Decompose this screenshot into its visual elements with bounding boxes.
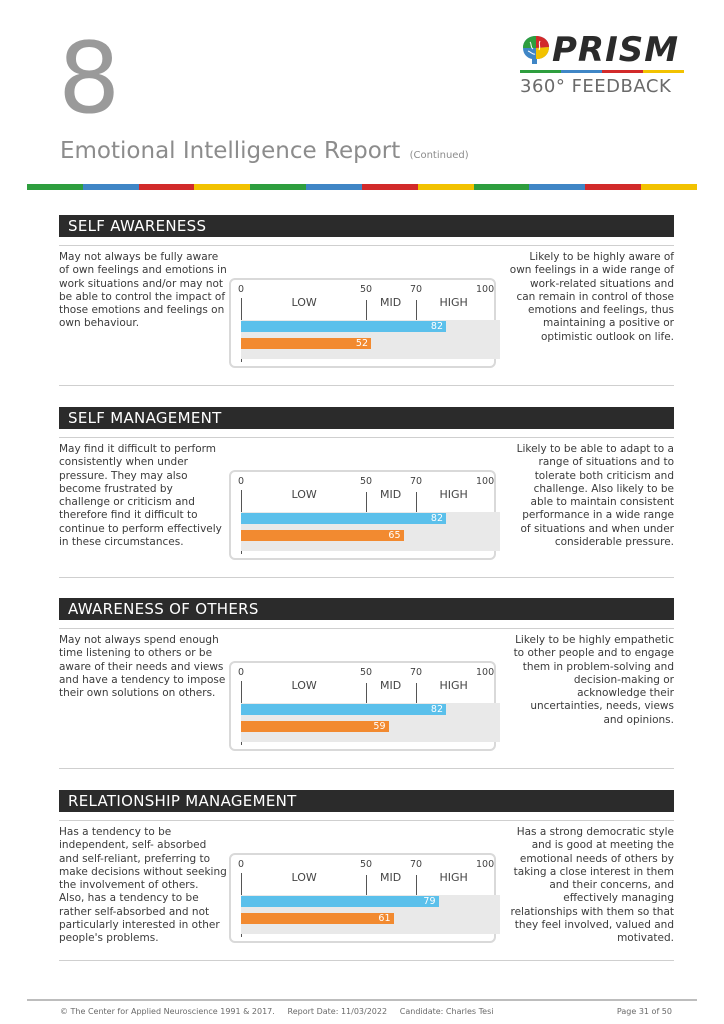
tick-100: 100: [476, 284, 495, 295]
report-title-continued: (Continued): [409, 150, 469, 161]
bar-orange-value: 52: [355, 338, 368, 349]
section: [59, 407, 674, 579]
section-title: AWARENESS OF OTHERS: [59, 598, 674, 620]
tick-0: 0: [238, 476, 245, 487]
section-bottom-rule: [59, 385, 674, 386]
score-chart: [229, 470, 496, 560]
band-high: HIGH: [439, 488, 468, 501]
tick-50: 50: [360, 859, 373, 870]
high-description: Has a strong democratic style and is good at meeting the emotional needs of others by taking a close interest in them and their concerns, and effectively managing relationships with them so that they feel involved, valued and motivated.: [510, 826, 674, 945]
divider-50: [366, 875, 367, 895]
section-top-rule: [59, 245, 674, 246]
section-bottom-rule: [59, 960, 674, 961]
tick-100: 100: [476, 476, 495, 487]
logo-subtitle: 360° FEEDBACK: [520, 76, 672, 97]
bar-orange: [241, 721, 389, 732]
tick-50: 50: [360, 476, 373, 487]
band-high: HIGH: [439, 679, 468, 692]
high-description: Likely to be highly aware of own feelings in a wide range of work-related situations and can remain in control of those emotions and feelings, thus maintaining a positive or optimistic outlook on life.: [509, 251, 674, 343]
divider-50: [366, 492, 367, 512]
score-chart: [229, 853, 496, 943]
report-title-text: Emotional Intelligence Report: [60, 138, 401, 164]
low-description: Has a tendency to be independent, self- absorbed and self-reliant, preferring to make decisions without seeking the involvement of others. Also, has a tendency to be rather self-absorbed and not particularly interested in other people's problems.: [59, 826, 227, 945]
prism-logo: [518, 30, 688, 100]
section: [59, 790, 674, 962]
tick-100: 100: [476, 667, 495, 678]
bar-blue: [241, 896, 439, 907]
bar-orange-value: 65: [388, 530, 401, 541]
section-title: RELATIONSHIP MANAGEMENT: [59, 790, 674, 812]
bar-orange: [241, 530, 404, 541]
divider-50: [366, 300, 367, 320]
divider-50: [366, 683, 367, 703]
footer-divider: [27, 999, 697, 1001]
bar-blue: [241, 513, 446, 524]
tick-50: 50: [360, 667, 373, 678]
section-bottom-rule: [59, 577, 674, 578]
tick-0: 0: [238, 667, 245, 678]
section-title: SELF AWARENESS: [59, 215, 674, 237]
score-chart: [229, 278, 496, 368]
low-description: May find it difficult to perform consistently when under pressure. They may also become frustrated by challenge or criticism and therefore find it difficult to continue to perform effectively in these circumstances.: [59, 443, 222, 549]
tick-50: 50: [360, 284, 373, 295]
band-low: LOW: [291, 488, 317, 501]
section-top-rule: [59, 628, 674, 629]
bar-orange: [241, 913, 394, 924]
logo-color-bar: [520, 70, 684, 73]
band-mid: MID: [380, 296, 402, 309]
band-mid: MID: [380, 871, 402, 884]
section-top-rule: [59, 437, 674, 438]
band-high: HIGH: [439, 871, 468, 884]
band-mid: MID: [380, 488, 402, 501]
band-low: LOW: [291, 679, 317, 692]
brain-icon: [520, 33, 552, 67]
bar-blue: [241, 321, 446, 332]
bar-blue: [241, 704, 446, 715]
tick-70: 70: [410, 476, 423, 487]
low-description: May not always spend enough time listening to others or be aware of their needs and views and have a tendency to impose their own solutions on others.: [59, 634, 226, 700]
color-stripe: [27, 184, 697, 190]
footer-copyright: © The Center for Applied Neuroscience 1991 & 2017.: [60, 1007, 275, 1016]
logo-brand: PRISM: [552, 30, 680, 70]
band-mid: MID: [380, 679, 402, 692]
divider-70: [416, 492, 417, 512]
section-bottom-rule: [59, 768, 674, 769]
band-low: LOW: [291, 296, 317, 309]
footer-page-number: Page 31 of 50: [616, 1007, 672, 1016]
footer-candidate: Candidate: Charles Tesi: [399, 1007, 494, 1016]
tick-70: 70: [410, 859, 423, 870]
tick-0: 0: [238, 284, 245, 295]
tick-70: 70: [410, 284, 423, 295]
section-top-rule: [59, 820, 674, 821]
bar-orange-value: 59: [373, 721, 386, 732]
bar-orange: [241, 338, 371, 349]
section: [59, 215, 674, 387]
tick-100: 100: [476, 859, 495, 870]
footer: [60, 1007, 672, 1016]
tick-70: 70: [410, 667, 423, 678]
tick-0: 0: [238, 859, 245, 870]
section: [59, 598, 674, 770]
divider-70: [416, 683, 417, 703]
section-title: SELF MANAGEMENT: [59, 407, 674, 429]
divider-70: [416, 875, 417, 895]
divider-70: [416, 300, 417, 320]
bar-blue-value: 82: [430, 321, 443, 332]
page-number: 8: [58, 22, 121, 136]
footer-report-date: Report Date: 11/03/2022: [287, 1007, 388, 1016]
bar-blue-value: 79: [423, 896, 436, 907]
report-title: [60, 138, 469, 164]
high-description: Likely to be able to adapt to a range of situations and to tolerate both criticism and challenge. Also likely to be able to maintain consistent performance in a wide range of situations and when under considerable pressure.: [516, 443, 674, 549]
score-chart: [229, 661, 496, 751]
high-description: Likely to be highly empathetic to other people and to engage them in problem-solving and decision-making or acknowledge their uncertainties, needs, views and opinions.: [513, 634, 674, 726]
low-description: May not always be fully aware of own feelings and emotions in work situations and/or may not be able to control the impact of those emotions and feelings on own behaviour.: [59, 251, 227, 330]
band-low: LOW: [291, 871, 317, 884]
bar-blue-value: 82: [430, 513, 443, 524]
bar-blue-value: 82: [430, 704, 443, 715]
bar-orange-value: 61: [378, 913, 391, 924]
band-high: HIGH: [439, 296, 468, 309]
